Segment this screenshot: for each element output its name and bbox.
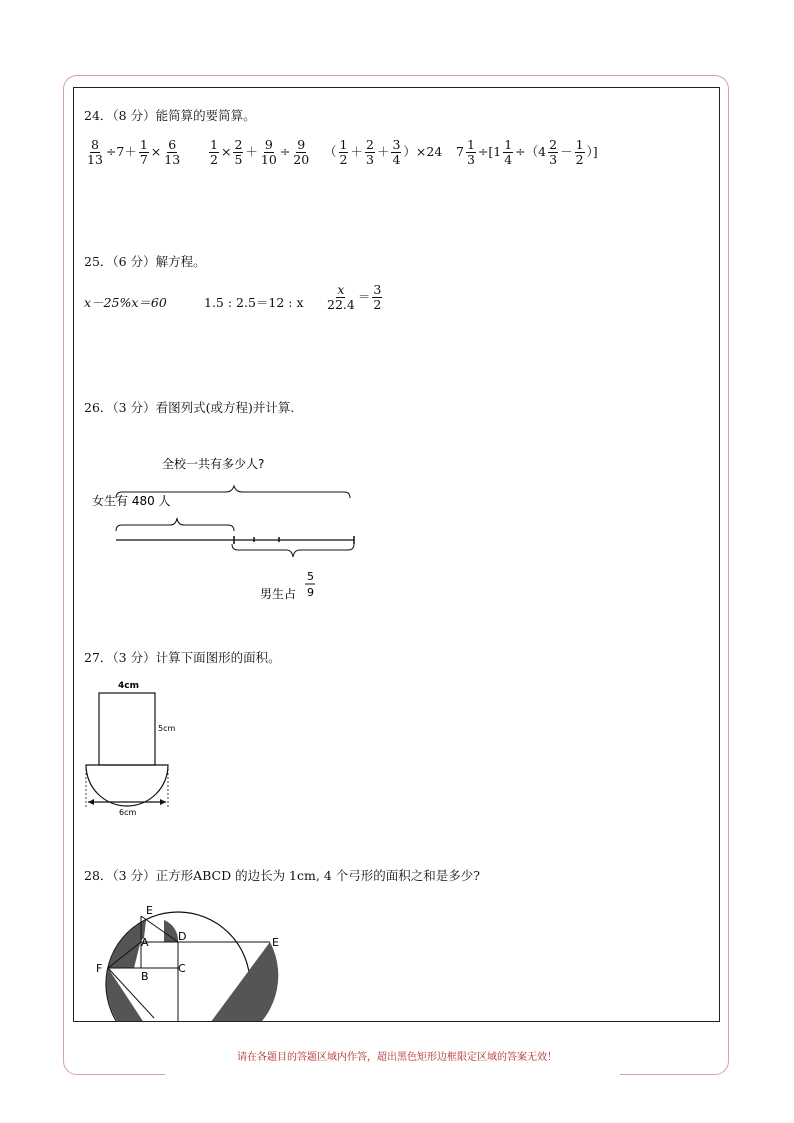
- q24-expr-2: $\frac{1}{2}$ × $\frac{2}{5}$ ＋ $\frac{9}{10}$ ÷ $\frac{9}{20}$: [210, 137, 310, 167]
- q28-title: 28．（3 分）正方形ABCD 的边长为 1cm, 4 个弓形的面积之和是多少?: [84, 868, 480, 883]
- q26-title: 26．（3 分）看图列式(或方程)并计算.: [84, 400, 295, 415]
- height-label: 5cm: [158, 724, 176, 733]
- label-f: F: [96, 962, 103, 975]
- frame-gap: [165, 1068, 620, 1078]
- label-b: B: [141, 970, 149, 983]
- label-a: A: [141, 936, 149, 949]
- q24-title: 24．（8 分）能简算的要简算。: [84, 108, 256, 123]
- q25-title: 25．（6 分）解方程。: [84, 254, 206, 269]
- boys-brace: [232, 544, 354, 557]
- label-c: C: [178, 962, 186, 975]
- segment-shaded: [199, 942, 278, 1022]
- q28-figure: [74, 898, 304, 1022]
- label-e-right: E: [272, 936, 279, 949]
- q24-expr-3: （ $\frac{1}{2}$ ＋ $\frac{2}{3}$ ＋ $\frac{3}{4}$ ）×24: [324, 137, 443, 167]
- boys-label: 男生占: [260, 587, 297, 601]
- total-label: 全校一共有多少人?: [162, 457, 265, 471]
- q25-eq-2: 1.5 : 2.5＝12 : x: [204, 295, 304, 310]
- answer-box: [73, 87, 720, 1022]
- boys-fraction-num: 5: [307, 570, 314, 583]
- diameter-label: 6cm: [119, 808, 137, 817]
- girls-brace: [116, 518, 234, 531]
- q27-title: 27．（3 分）计算下面图形的面积。: [84, 650, 281, 665]
- width-label: 4cm: [118, 681, 139, 691]
- girls-label: 女生有 480 人: [92, 494, 171, 508]
- segment-shaded: [164, 920, 178, 942]
- footer-notice: 请在各题目的答题区域内作答，超出黑色矩形边框限定区域的答案无效！: [237, 1052, 557, 1063]
- label-e-top: E: [146, 904, 153, 917]
- semicircle: [86, 765, 168, 806]
- q25-eq-3: $\frac{x}{22.4}$ ＝ $\frac{3}{2}$: [327, 282, 382, 312]
- q24-expr-4: 7 $\frac{1}{3}$ ÷[1 $\frac{1}{4}$ ÷（4 $\frac{2}{3}$ － $\frac{1}{2}$ ）]: [456, 137, 598, 167]
- q26-line-diagram: [74, 448, 374, 608]
- label-d: D: [178, 930, 187, 943]
- q24-expr-1: $\frac{8}{13}$ ÷7＋ $\frac{1}{7}$ × $\frac{6}{13}$: [87, 137, 181, 167]
- boys-fraction-den: 9: [307, 586, 314, 599]
- rectangle: [99, 693, 155, 765]
- q25-eq-1: x－25%x＝60: [84, 295, 167, 310]
- q27-figure: [74, 673, 214, 823]
